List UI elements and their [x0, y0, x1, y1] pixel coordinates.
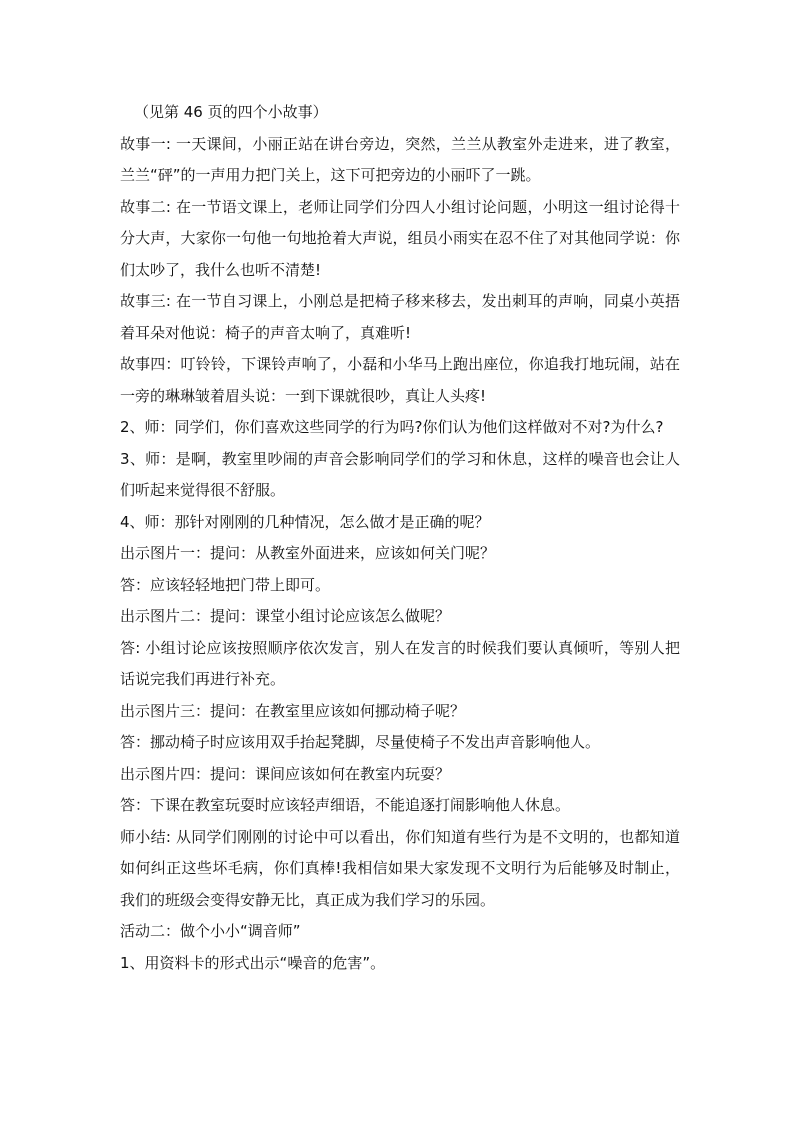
- paragraph-picture-two-question: 出示图片二：提问：课堂小组讨论应该怎么做呢？: [120, 607, 451, 625]
- paragraph-story-reference: （见第 46 页的四个小故事）: [134, 103, 328, 121]
- paragraph-story-three: 故事三: 在一节自习课上，小刚总是把椅子移来移去，发出刺耳的声响，同桌小英捂着耳朵对他说：椅子的声音太响了，真难听!: [120, 292, 680, 342]
- paragraph-teacher-remark-3: 3、师：是啊，教室里吵闹的声音会影响同学们的学习和休息，这样的噪音也会让人们听起来觉得很不舒服。: [120, 449, 680, 499]
- paragraph-picture-four-question: 出示图片四：提问：课间应该如何在教室内玩耍？: [120, 764, 451, 783]
- paragraph-teacher-question-2: 2、师：同学们，你们喜欢这些同学的行为吗?你们认为他们这样做对不对?为什么?: [120, 418, 664, 436]
- paragraph-story-two: 故事二: 在一节语文课上，老师让同学们分四人小组讨论问题，小明这一组讨论得十分大声，大家你一句他一句地抢着大声说，组员小雨实在忍不住了对其他同学说：你们太吵了，我什么也听不清楚!: [120, 197, 680, 279]
- paragraph-picture-one-answer: 答：应该轻轻地把门带上即可。: [120, 575, 331, 594]
- paragraph-teacher-summary: 师小结: 从同学们刚刚的讨论中可以看出，你们知道有些行为是不文明的，也都知道如何纠正这些坏毛病，你们真棒!我相信如果大家发现不文明行为后能够及时制止，我们的班级会变得安静无比，真正成为我们学习的乐园。: [120, 827, 680, 909]
- paragraph-picture-one-question: 出示图片一：提问：从教室外面进来，应该如何关门呢？: [120, 544, 496, 562]
- paragraph-story-one: 故事一: 一天课间，小丽正站在讲台旁边，突然，兰兰从教室外走进来，进了教室，兰兰“砰”的一声用力把门关上，这下可把旁边的小丽吓了一跳。: [120, 134, 680, 184]
- paragraph-picture-three-question: 出示图片三：提问：在教室里应该如何挪动椅子呢？: [120, 701, 466, 720]
- paragraph-picture-three-answer: 答：挪动椅子时应该用双手抬起凳脚，尽量使椅子不发出声音影响他人。: [120, 733, 601, 751]
- paragraph-activity-two-heading: 活动二：做个小小“调音师”: [120, 922, 301, 940]
- paragraph-picture-four-answer: 答：下课在教室玩耍时应该轻声细语，不能追逐打闹影响他人休息。: [120, 796, 571, 814]
- paragraph-story-four: 故事四：叮铃铃，下课铃声响了，小磊和小华马上跑出座位，你追我打地玩闹，站在一旁的琳琳皱着眉头说：一到下课就很吵，真让人头疼!: [120, 355, 680, 405]
- paragraph-teacher-question-4: 4、师：那针对刚刚的几种情况，怎么做才是正确的呢？: [120, 512, 490, 531]
- document-body: [120, 97, 680, 979]
- paragraph-picture-two-answer: 答: 小组讨论应该按照顺序依次发言，别人在发言的时候我们要认真倾听，等别人把话说完我们再进行补充。: [120, 638, 680, 688]
- paragraph-activity-two-step-1: 1、用资料卡的形式出示“噪音的危害”。: [120, 953, 386, 972]
